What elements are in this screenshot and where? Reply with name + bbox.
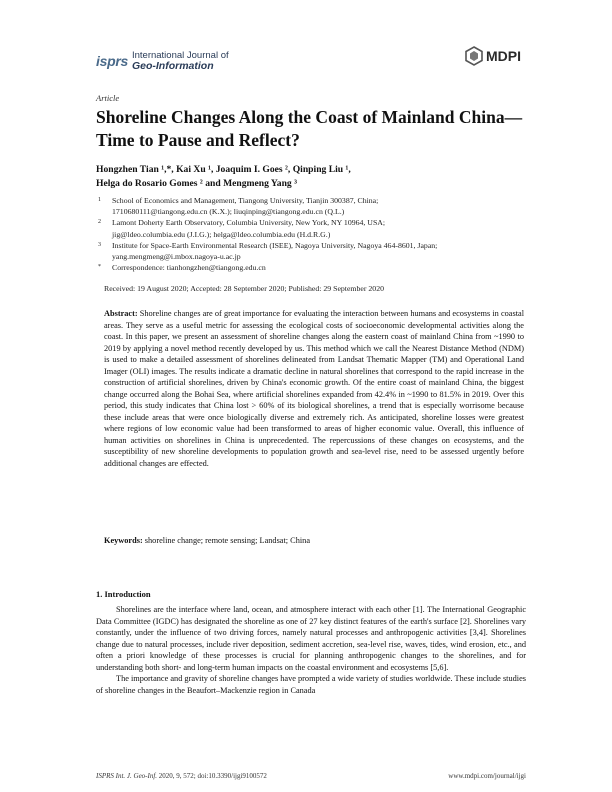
abstract-text: Shoreline changes are of great importance for evaluating the interaction between humans and ecosystems in coastal areas. They serve as a useful metric for assessing the ecological costs of socioeconomic developmental activities along the coast. In this paper, we present an assessment of shoreline changes along the eastern coast of mainland China from ~1990 to 2019 by applying a novel method recently developed by us. This method which we call the Nearest Distance Method (NDM) is used to make a detailed assessment of shorelines delineated from Landsat Thematic Mapper (TM) and Operational Land Imager (OLI) images. The results indicate a dramatic decline in natural shorelines that correspond to the rapid increase in the construction of artificial shorelines, driven by China's economic growth. Of the entire coast of mainland China, the biggest change occurred along the Bohai Sea, where artificial shorelines expanded from 42.4% in ~1990 to 81.5% in 2019. Over this period, this study indicates that China lost > 60% of its biological shorelines, a trend that is especially worrisome because these include areas that were once biologically diverse and extremely rich. As anticipated, shoreline losses were greatest where regions of low economic value had been transformed to areas of higher economic value. Overall, this influence of human activities on shorelines in China is unprecedented. The repercussions of these changes on ecosystems, and the susceptibility of new shoreline developments to population growth and sea-level rise, need to be assessed urgently before additional changes are effected. [104,309,524,468]
affiliation-text: Institute for Space-Earth Environmental Research (ISEE), Nagoya University, Nagoya 464-8601, Japan; [112,240,438,250]
article-type: Article [96,93,120,103]
isprs-logo-text: isprs [96,53,128,69]
paragraph: The importance and gravity of shoreline changes have prompted a wide variety of studies worldwide. These include studies of shoreline changes in the Beaufort–Mackenzie region in Canada [96,674,526,695]
affiliation-marker [96,206,112,217]
affiliation-text: Lamont Doherty Earth Observatory, Columbia University, New York, NY 10964, USA; [112,218,386,228]
affiliation-row [96,206,536,217]
affiliations [96,195,536,273]
affiliation-row [96,195,536,206]
affiliation-row [96,229,536,240]
authors [96,163,516,190]
authors-line: Hongzhen Tian ¹,*, Kai Xu ¹, Joaquim I. Goes ², Qinping Liu ¹, [96,164,351,175]
affiliation-marker [96,251,112,262]
authors-line: Helga do Rosario Gomes ² and Mengmeng Yang ³ [96,177,298,189]
section-heading: 1. Introduction [96,589,151,599]
footer-url[interactable]: www.mdpi.com/journal/ijgi [448,772,526,780]
correspondence-text: Correspondence: tianhongzhen@tiangong.edu.cn [112,263,266,273]
publication-dates: Received: 19 August 2020; Accepted: 28 September 2020; Published: 29 September 2020 [104,284,384,293]
affiliation-row [96,217,536,228]
abstract-label: Abstract: [104,309,138,318]
abstract [104,308,524,469]
mdpi-hexagon-icon [465,46,483,66]
affiliation-row [96,240,536,251]
journal-name-line2: Geo-Information [131,60,214,72]
affiliation-marker: 3 [98,241,101,248]
paragraph: Shorelines are the interface where land, ocean, and atmosphere interact with each other [1]. The International Geographic Data Committee (IGDC) has designated the shoreline as one of 27 key distinct features of the earth's surface [2]. Shorelines vary constantly, under the influence of two driving forces, namely natural processes and anthropogenic activities [3,4]. Shorelines change due to natural processes, include river deposition, sediment accretion, sea-level rise, waves, tides, wind erosion, etc., and often a priori knowledge of these processes is crucial for planning anthropogenic changes to the shorelines, and for understanding both short- and long-term human impacts on the coastal environment and ecosystems [5,6]. [96,605,526,672]
journal-name [132,50,229,72]
affiliation-text: School of Economics and Management, Tiangong University, Tianjin 300387, China; [112,196,379,205]
affiliation-text: 1710680111@tiangong.edu.cn (K.X.); liuqinping@tiangong.edu.cn (Q.L.) [112,207,345,217]
affiliation-marker: 1 [98,197,101,203]
affiliation-marker [96,229,112,240]
journal-name-line1: International Journal of [131,50,229,61]
paper-title: Shoreline Changes Along the Coast of Mainland China—Time to Pause and Reflect? [96,107,523,150]
mdpi-logo [465,46,521,66]
footer-citation [96,772,267,780]
mdpi-logo-text: MDPI [486,48,521,64]
introduction-body [96,604,526,696]
affiliation-text: jig@ldeo.columbia.edu (J.I.G.); helga@ldeo.columbia.edu (H.d.R.G.) [112,229,331,239]
affiliation-row [96,251,536,262]
footer-doi: 2020, 9, 572; doi:10.3390/ijgi9100572 [158,772,267,780]
affiliation-text: yang.mengmeng@i.mbox.nagoya-u.ac.jp [112,252,241,262]
keywords-label: Keywords: [104,536,143,545]
journal-logo [96,50,229,72]
keywords [104,536,524,545]
footer-journal: ISPRS Int. J. Geo-Inf. [96,772,158,780]
keywords-text: shoreline change; remote sensing; Landsat; China [144,536,310,545]
affiliation-marker: * [98,264,101,271]
affiliation-marker: 2 [98,219,101,226]
affiliation-row [96,262,536,273]
page-footer [96,772,526,780]
